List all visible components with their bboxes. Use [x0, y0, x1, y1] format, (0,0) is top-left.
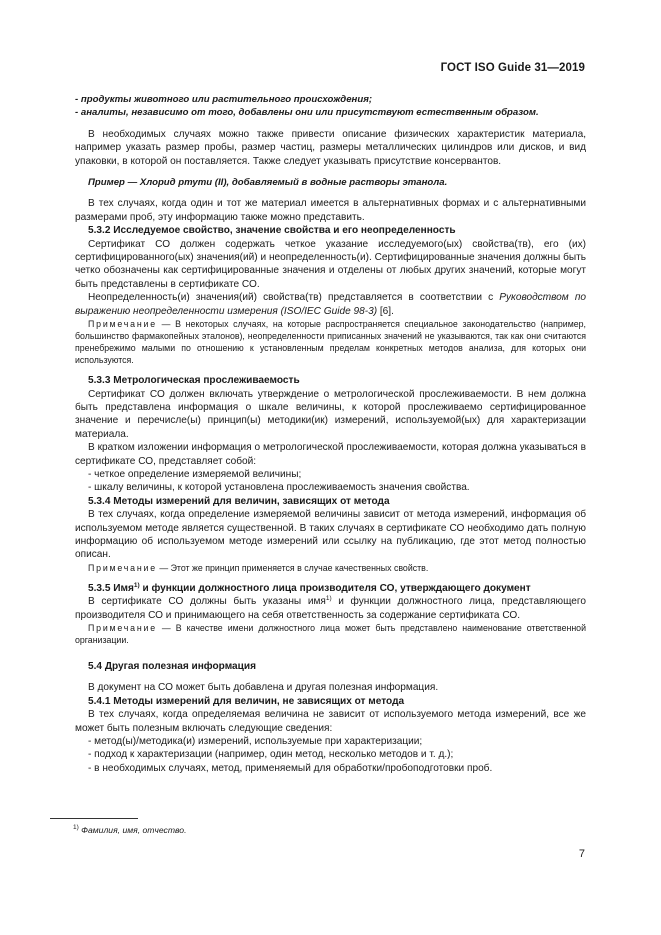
- section-heading-5-3-4: 5.3.4 Методы измерений для величин, зависящих от метода: [88, 495, 390, 507]
- paragraph: Неопределенность(и) значения(ий) свойства(тв) представляется в соответствии с Руководством по выражению неопределенности измерения (ISO/IEC Guide 98-3) [6].: [75, 292, 586, 317]
- section-heading-5-3-2: 5.3.2 Исследуемое свойство, значение свойства и его неопределенность: [88, 225, 456, 237]
- main-text: [75, 93, 586, 775]
- footnote-ref: 1): [133, 581, 140, 589]
- paragraph: В тех случаях, когда определение измеряемой величины зависит от метода измерений, информация об используемом методе является существенной. В таких случаях в сертификате СО необходимо дать полную информацию об используемом методе измерений или ссылку на публикацию, где этот метод полностью описан.: [75, 509, 586, 561]
- note: Примечание — В некоторых случаях, на которые распространяется специальное законодательство (например, большинство фармакопейных эталонов), неопределенности приписанных значений не указываются, так как они считаются пренебрежимо малыми по отношению к установленным пределам конкретных методов анализа, для которых они используются.: [75, 319, 586, 366]
- section-heading-5-3-3: 5.3.3 Метрологическая прослеживаемость: [88, 375, 300, 387]
- note: Примечание — В качестве имени должностного лица может быть представлено наименование ответственной организации.: [75, 623, 586, 645]
- footnote-ref: 1): [325, 595, 332, 603]
- paragraph: В документ на СО может быть добавлена и другая полезная информация.: [88, 682, 439, 694]
- paragraph: В тех случаях, когда один и тот же материал имеется в альтернативных формах и с альтернативными размерами проб, эту информацию также можно представить.: [75, 198, 586, 223]
- page-number: 7: [578, 848, 585, 860]
- footnote: $^{1)}$ Фамилия, имя, отчество.: [73, 824, 187, 835]
- note: Примечание — Этот же принцип применяется в случае качественных свойств.: [88, 562, 429, 573]
- section-heading-5-4-1: 5.4.1 Методы измерений для величин, не зависящих от метода: [88, 695, 405, 707]
- paragraph: Сертификат СО должен включать утверждение о метрологической прослеживаемости. В нем должна быть представлена информация о шкале величины, к которой прослеживаемо сертифицированное значение и перечисле(ы) принцип(ы) методики(ик) измерений, используемой(ых) для характеризации материала.: [75, 388, 586, 440]
- paragraph: В сертификате СО должны быть указаны имя$^{1)}$ и функции должностного лица, представляющего производителя СО и принимающего на себя ответственность за содержание сертификата СО.: [75, 595, 586, 621]
- list-item: - аналиты, независимо от того, добавлены они или присутствуют естественным образом.: [75, 107, 539, 119]
- list-item: - четкое определение измеряемой величины;: [88, 468, 302, 480]
- paragraph: В необходимых случаях можно также привести описание физических характеристик материала, например указать размер пробы, размер частиц, размеры металлических цилиндров или дисков, и вид упаковки, в которой он поставляется. Также следует указывать присутствие консервантов.: [75, 128, 586, 167]
- list-item: - в необходимых случаях, метод, применяемый для обработки/пробоподготовки проб.: [88, 762, 493, 774]
- list-item: - продукты животного или растительного происхождения;: [75, 94, 373, 105]
- paragraph: Сертификат СО должен содержать четкое указание исследуемого(ых) свойства(тв), его (их) сертифицированного(ых) значения(ий) и неопределенность(и). Сертифицированные значения должны быть четко обозначены как сертифицированные значения и отделены от любых других значений, которые могут быть представлены в сертификате СО.: [75, 238, 586, 290]
- list-item: - подход к характеризации (например, один метод, несколько методов и т. д.);: [88, 749, 454, 761]
- paragraph: В кратком изложении информация о метрологической прослеживаемости, которая должна указываться в сертификате СО, представляет собой:: [75, 442, 586, 467]
- section-heading-5-3-5: 5.3.5 Имя$^{1)}$ и функции должностного лица производителя СО, утверждающего документ: [88, 581, 531, 594]
- running-header: ГОСТ ISO Guide 31—2019: [440, 62, 585, 74]
- example-text: Пример — Хлорид ртути (II), добавляемый в водные растворы этанола.: [88, 177, 448, 189]
- footnote-divider: [50, 818, 138, 819]
- list-item: - шкалу величины, к которой установлена прослеживаемость значения свойства.: [88, 482, 470, 494]
- paragraph: В тех случаях, когда определяемая величина не зависит от используемого метода измерений, все же может быть полезным включать следующие сведения:: [75, 709, 586, 734]
- section-heading-5-4: 5.4 Другая полезная информация: [88, 661, 256, 672]
- list-item: - метод(ы)/методика(и) измерений, используемые при характеризации;: [88, 736, 423, 748]
